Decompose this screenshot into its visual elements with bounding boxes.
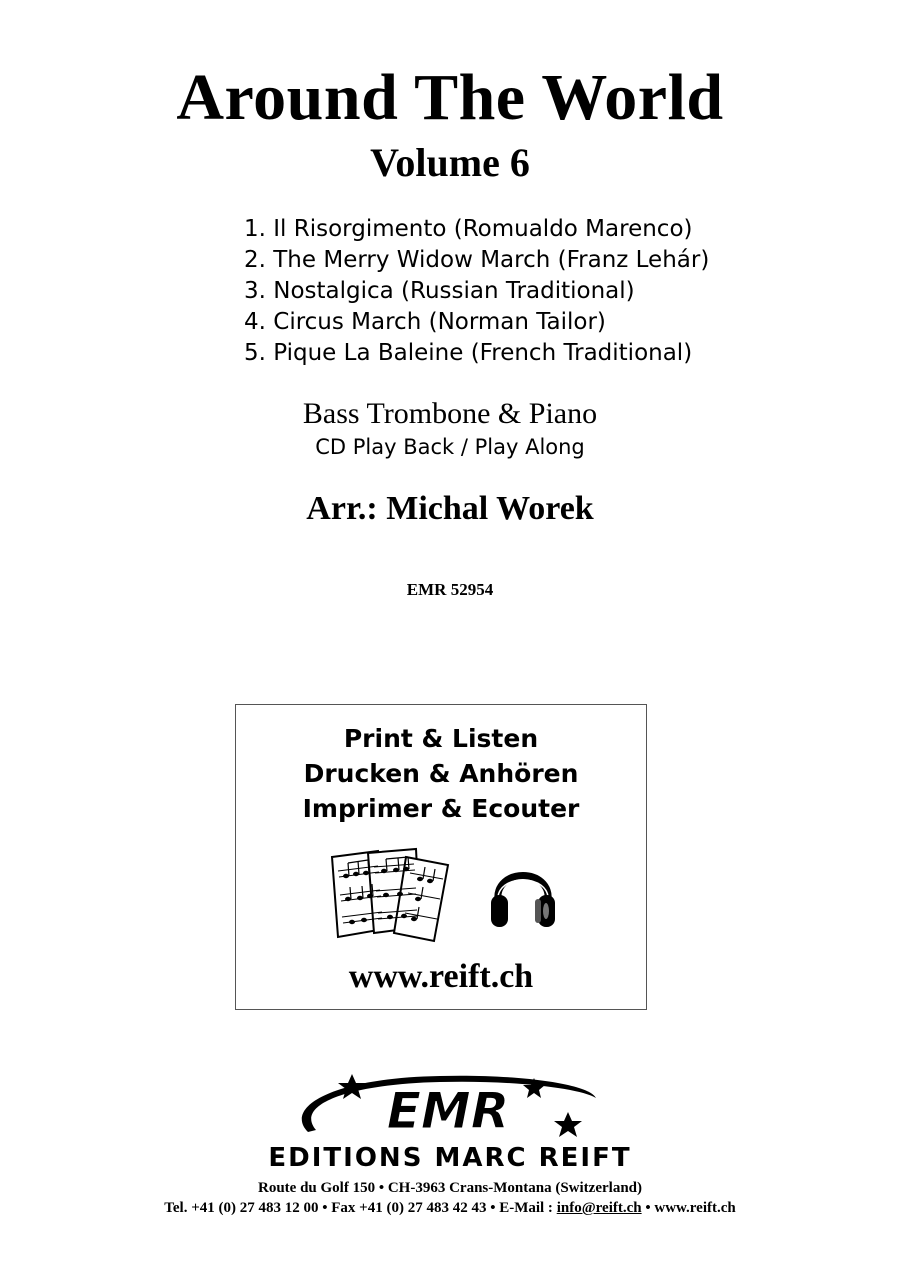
publisher-address: Route du Golf 150 • CH-3963 Crans-Montana (Switzerland) (258, 1180, 642, 1196)
contact-phone-fax: Tel. +41 (0) 27 483 12 00 • Fax +41 (0) 27 483 42 43 • E-Mail : (164, 1200, 557, 1216)
sheet-music-icon (328, 843, 458, 943)
track-list (244, 214, 804, 369)
track-item: 4. Circus March (Norman Tailor) (244, 309, 606, 335)
promo-line-english: Print & Listen (343, 724, 539, 753)
format-note: CD Play Back / Play Along (315, 435, 585, 459)
contact-website[interactable]: • www.reift.ch (641, 1200, 736, 1216)
promo-line-french: Imprimer & Ecouter (302, 794, 580, 823)
volume-subtitle: Volume 6 (370, 140, 530, 185)
promo-line-german: Drucken & Anhören (303, 759, 579, 788)
track-item: 1. Il Risorgimento (Romualdo Marenco) (244, 216, 693, 242)
track-item: 2. The Merry Widow March (Franz Lehár) (244, 247, 710, 273)
publisher-name: EDITIONS MARC REIFT (268, 1143, 632, 1173)
print-listen-box (235, 704, 647, 1010)
publisher-contact (0, 1198, 900, 1218)
website-link[interactable]: www.reift.ch (348, 958, 534, 995)
emr-logo-text: EMR (386, 1082, 510, 1140)
arranger: Arr.: Michal Worek (306, 490, 594, 527)
track-item: 3. Nostalgica (Russian Traditional) (244, 278, 635, 304)
catalog-number: EMR 52954 (406, 580, 494, 599)
track-item: 5. Pique La Baleine (French Traditional) (244, 340, 693, 366)
email-link[interactable]: info@reift.ch (556, 1200, 642, 1216)
instrumentation: Bass Trombone & Piano (302, 397, 598, 430)
page-title: Around The World (176, 61, 724, 134)
emr-logo (290, 1068, 610, 1142)
headphones-icon (488, 857, 558, 933)
